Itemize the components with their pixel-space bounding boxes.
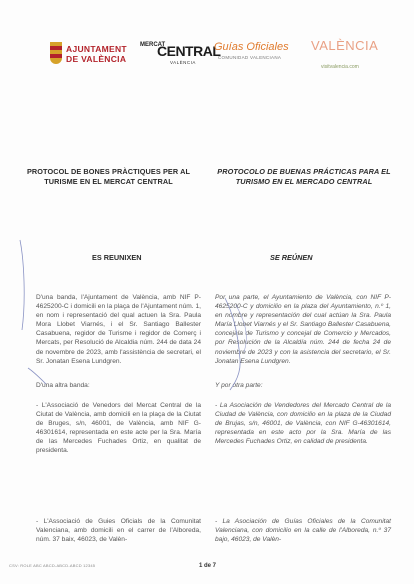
left-paragraph-3: - L'Associació de Venedors del Mercat Central de la Ciutat de València, amb domicili en la plaça de la Ciutat de Bruges, s/n, 46001, de València, amb NIF G-46301614, representada en este acte per la Sra. María de las Mercedes Fuchades Ortiz, en qualitat de presidenta.: [36, 402, 201, 455]
ajuntament-line1: AJUNTAMENT: [66, 44, 127, 54]
right-paragraph-2: Y por otra parte:: [215, 382, 263, 389]
title-valencian: PROTOCOL DE BONES PRÀCTIQUES PER AL TURISME EN EL MERCAT CENTRAL: [26, 167, 191, 186]
footer-code: CSV: ROLE ABC ABCD-ABCD-ABCD 12345: [9, 563, 96, 568]
ajuntament-logo: [50, 42, 150, 66]
guias-oficiales-logo: [214, 41, 304, 71]
mercat-central-big: CENTRAL: [157, 43, 221, 59]
ajuntament-line2: DE VALÈNCIA: [66, 54, 127, 64]
heading-es-reunixen: ES REUNIXEN: [92, 253, 142, 262]
right-paragraph-4: - La Asociación de Guías Oficiales de la Comunitat Valenciana, con domicilio en la calle de l'Alboreda, n.º 37 bajo, 46023, de Valèn-: [215, 518, 391, 544]
guias-title: Guías Oficiales: [214, 41, 289, 53]
guias-sub: COMUNIDAD VALENCIANA: [218, 55, 282, 60]
header-logos: [0, 38, 414, 72]
title-spanish: PROTOCOLO DE BUENAS PRÁCTICAS PARA EL TURISMO EN EL MERCADO CENTRAL: [217, 167, 391, 186]
left-paragraph-2: D'una altra banda:: [36, 382, 90, 389]
right-paragraph-3: - La Asociación de Vendedores del Mercado Central de la Ciudad de València, con domicilio en la plaza de la Ciudad de Brujas, s/n, 46001, de València, con NIF G-46301614, representada en este acto por la Sra. María de las Mercedes Fuchades Ortiz, en calidad de presidenta.: [215, 402, 391, 446]
crest-icon: [50, 42, 62, 64]
valencia-title: VALÈNCIA: [311, 38, 379, 53]
page-number: 1 de 7: [199, 563, 217, 569]
left-paragraph-4: - L'Associació de Guies Oficials de la Comunitat Valenciana, amb domicili en el carrer de l'Alboreda, núm. 37 baix, 46023, de Valèn-: [36, 518, 201, 544]
valencia-sub: visitvalencia.com: [321, 64, 359, 70]
mercat-central-sub: VALÈNCIA: [170, 60, 196, 65]
left-paragraph-1: D'una banda, l'Ajuntament de València, amb NIF P-4625200-C i domicili en la plaça de l'Ajuntament núm. 1, en nom i representació del qual actuen la Sra. Paula Mora Llobet Viarnés, i el Sr. Santiago Ballester Casabuena, regidor de Turisme i regidor de Comerç i Mercats, per Resolució de Alcaldia núm. 244 de data 24 de novembre de 2023, amb l'assistència de secretari, el Sr. Jonatan Esena Lundgren.: [36, 294, 201, 365]
right-paragraph-1: Por una parte, el Ayuntamiento de València, con NIF P-4625200-C y domicilio en la plaza del Ayuntamiento, n.º 1, en nombre y representación del cual actúan la Sra. Paula María Llobet Viarnés y el Sr. Santiago Ballester Casabuena, concejala de Turismo y concejal de Comercio y Mercados, por Resolución de la Alcaldía núm. 244 de fecha 24 de noviembre de 2023 y con la asistencia del secretario, el Sr. Jonatan Esena Lundgren.: [215, 294, 391, 365]
mercat-central-mini: MERCAT: [140, 42, 166, 48]
heading-se-reunen: SE REÚNEN: [270, 253, 313, 262]
mercat-central-logo: [140, 40, 221, 70]
visit-valencia-logo: [311, 39, 401, 69]
